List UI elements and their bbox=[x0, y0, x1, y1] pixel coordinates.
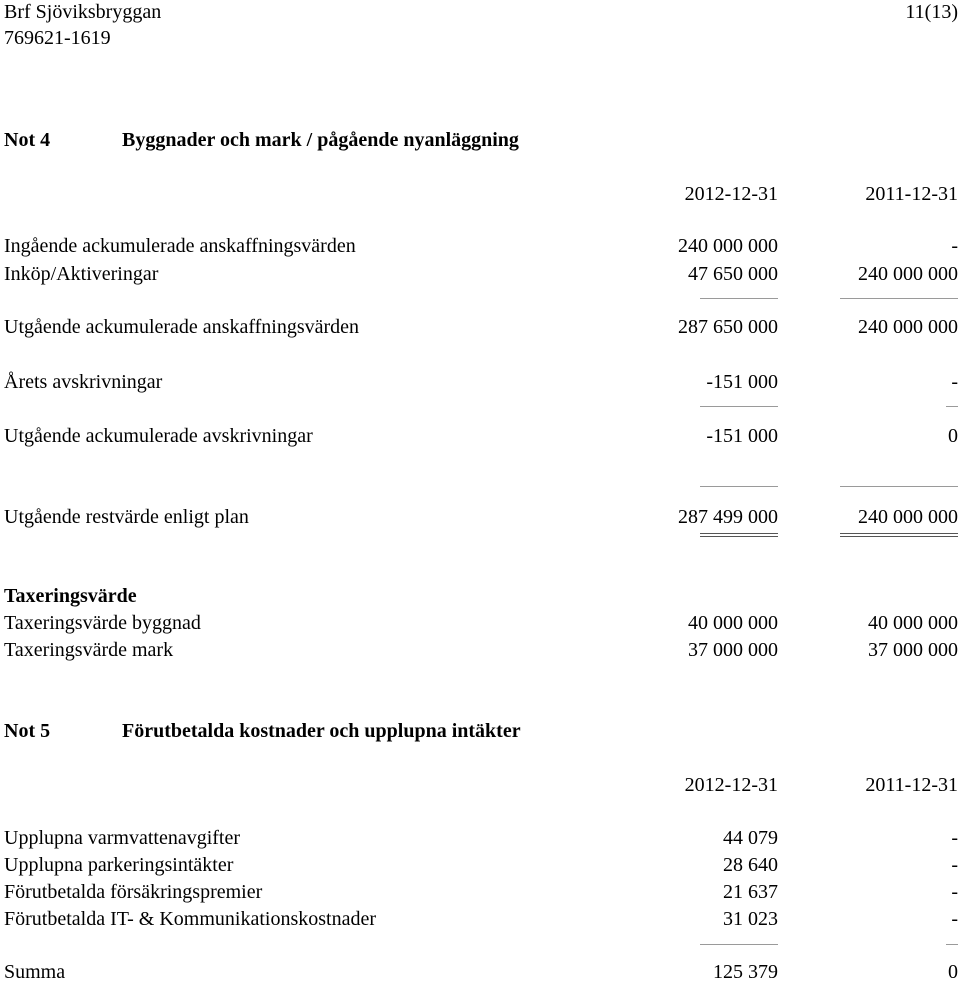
row-value-2012: 40 000 000 bbox=[688, 612, 778, 634]
total-double-rule bbox=[700, 533, 778, 534]
row-value-2012: -151 000 bbox=[706, 425, 778, 447]
row-value-2011: - bbox=[951, 235, 958, 257]
row-value-2011: 37 000 000 bbox=[868, 639, 958, 661]
row-label: Ingående ackumulerade anskaffningsvärden bbox=[4, 235, 356, 257]
row-value-2012: 240 000 000 bbox=[678, 235, 778, 257]
row-label: Förutbetalda IT- & Kommunikationskostnader bbox=[4, 908, 376, 930]
total-rule bbox=[700, 486, 778, 487]
row-value-2011: - bbox=[951, 854, 958, 876]
sum-value-2011: 0 bbox=[948, 961, 958, 983]
row-value-2011: 240 000 000 bbox=[858, 263, 958, 285]
row-label: Upplupna parkeringsintäkter bbox=[4, 854, 234, 876]
row-label: Utgående restvärde enligt plan bbox=[4, 506, 249, 528]
subtotal-rule bbox=[700, 944, 778, 945]
row-value-2011: - bbox=[951, 827, 958, 849]
row-label: Förutbetalda försäkringspremier bbox=[4, 881, 263, 903]
row-value-2012: 44 079 bbox=[723, 827, 778, 849]
page-number: 11(13) bbox=[905, 1, 958, 23]
subtotal-rule bbox=[700, 406, 778, 407]
column-header-2011: 2011-12-31 bbox=[865, 183, 958, 205]
row-label: Årets avskrivningar bbox=[4, 371, 163, 393]
row-value-2012: 47 650 000 bbox=[688, 263, 778, 285]
subtotal-rule bbox=[946, 944, 958, 945]
row-value-2011: - bbox=[951, 881, 958, 903]
row-label: Inköp/Aktiveringar bbox=[4, 263, 159, 285]
subtotal-rule bbox=[840, 298, 958, 299]
total-double-rule bbox=[840, 533, 958, 534]
sum-label: Summa bbox=[4, 961, 66, 983]
row-value-2012: 37 000 000 bbox=[688, 639, 778, 661]
row-value-2012: 21 637 bbox=[723, 881, 778, 903]
sum-value-2012: 125 379 bbox=[713, 961, 778, 983]
total-rule bbox=[840, 486, 958, 487]
row-label: Utgående ackumulerade anskaffningsvärden bbox=[4, 316, 360, 338]
column-header-2011: 2011-12-31 bbox=[865, 774, 958, 796]
row-value-2012: 28 640 bbox=[723, 854, 778, 876]
row-label: Utgående ackumulerade avskrivningar bbox=[4, 425, 313, 447]
row-value-2011: 240 000 000 bbox=[858, 506, 958, 528]
note-title: Byggnader och mark / pågående nyanläggning bbox=[122, 129, 519, 151]
tax-heading: Taxeringsvärde bbox=[4, 585, 137, 607]
row-value-2012: 31 023 bbox=[723, 908, 778, 930]
note-number: Not 4 bbox=[4, 129, 51, 151]
column-header-2012: 2012-12-31 bbox=[684, 774, 778, 796]
row-label: Taxeringsvärde byggnad bbox=[4, 612, 201, 634]
column-header-2012: 2012-12-31 bbox=[684, 183, 778, 205]
row-value-2011: - bbox=[951, 908, 958, 930]
row-value-2011: - bbox=[951, 371, 958, 393]
row-value-2012: 287 499 000 bbox=[678, 506, 778, 528]
note-number: Not 5 bbox=[4, 720, 51, 742]
row-label: Taxeringsvärde mark bbox=[4, 639, 174, 661]
row-label: Upplupna varmvattenavgifter bbox=[4, 827, 241, 849]
org-number: 769621-1619 bbox=[4, 27, 111, 49]
row-value-2012: -151 000 bbox=[706, 371, 778, 393]
subtotal-rule bbox=[946, 406, 958, 407]
org-name: Brf Sjöviksbryggan bbox=[4, 1, 162, 23]
note-title: Förutbetalda kostnader och upplupna intäkter bbox=[122, 720, 521, 742]
total-double-rule bbox=[840, 536, 958, 537]
row-value-2012: 287 650 000 bbox=[678, 316, 778, 338]
row-value-2011: 0 bbox=[948, 425, 958, 447]
row-value-2011: 240 000 000 bbox=[858, 316, 958, 338]
total-double-rule bbox=[700, 536, 778, 537]
subtotal-rule bbox=[700, 298, 778, 299]
row-value-2011: 40 000 000 bbox=[868, 612, 958, 634]
